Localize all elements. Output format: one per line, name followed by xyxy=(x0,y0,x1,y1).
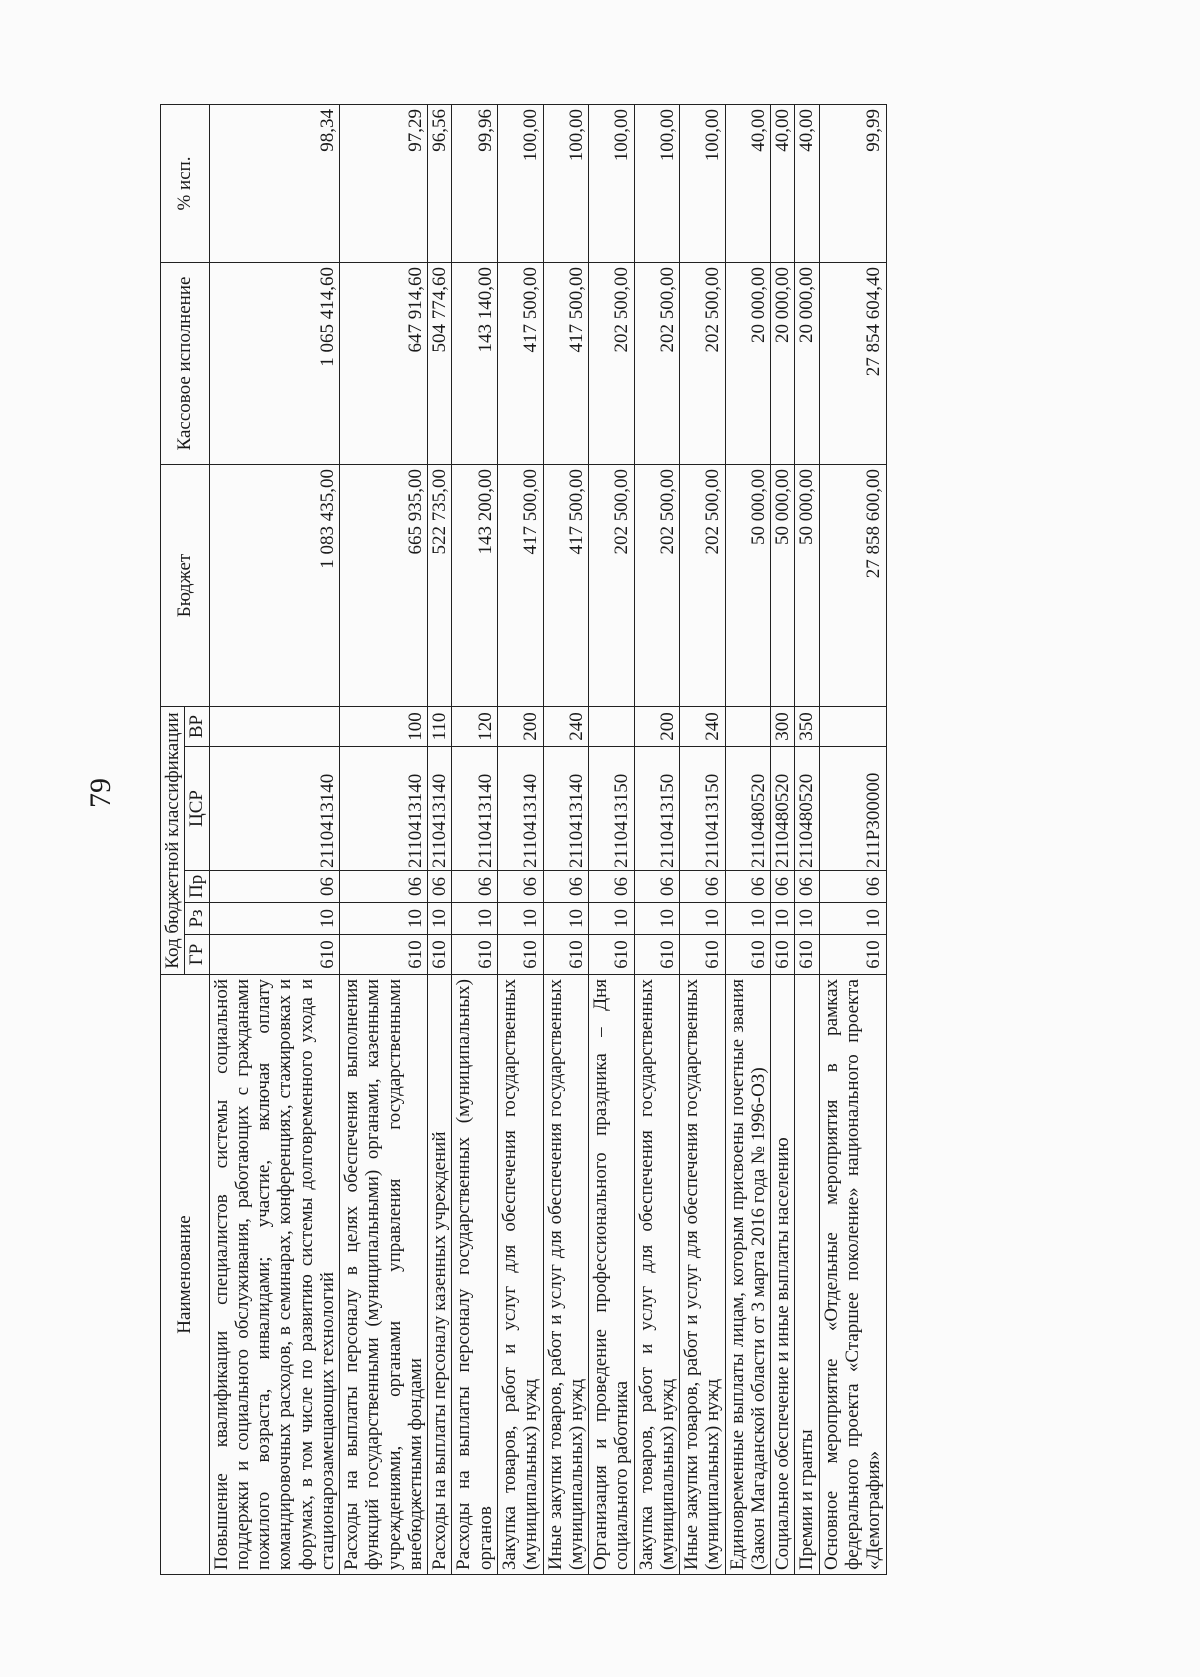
row-name: Единовременные выплаты лицам, которым присвоены почетные звания (Закон Магаданской области от 3 марта 2016 года № 1996-ОЗ) xyxy=(725,975,771,1575)
row-vr: 100 xyxy=(340,706,428,746)
row-pr: 06 xyxy=(209,871,340,903)
row-budget: 202 500,00 xyxy=(589,464,635,706)
row-gr: 610 xyxy=(340,935,428,975)
row-pr: 06 xyxy=(543,871,589,903)
row-budget: 202 500,00 xyxy=(680,464,726,706)
row-gr: 610 xyxy=(795,935,819,975)
row-cash: 143 140,00 xyxy=(452,262,498,464)
row-pr: 06 xyxy=(771,871,795,903)
row-gr: 610 xyxy=(589,935,635,975)
row-rz: 10 xyxy=(452,903,498,935)
row-pct: 96,56 xyxy=(428,104,452,262)
row-csr: 2110480520 xyxy=(771,747,795,871)
header-rz: Рз xyxy=(185,903,209,935)
row-cash: 27 854 604,40 xyxy=(819,262,886,464)
row-vr xyxy=(589,706,635,746)
row-rz: 10 xyxy=(819,903,886,935)
table-row xyxy=(209,104,340,1574)
row-pr: 06 xyxy=(680,871,726,903)
row-budget: 143 200,00 xyxy=(452,464,498,706)
row-pr: 06 xyxy=(725,871,771,903)
table-row xyxy=(543,104,589,1574)
row-rz: 10 xyxy=(589,903,635,935)
row-csr: 2110413150 xyxy=(634,747,680,871)
row-csr: 211P300000 xyxy=(819,747,886,871)
row-name: Иные закупки товаров, работ и услуг для обеспечения государственных (муниципальных) нужд xyxy=(543,975,589,1575)
row-cash: 202 500,00 xyxy=(634,262,680,464)
row-budget: 417 500,00 xyxy=(497,464,543,706)
header-csr: ЦСР xyxy=(185,747,209,871)
row-vr: 350 xyxy=(795,706,819,746)
row-gr: 610 xyxy=(543,935,589,975)
row-csr: 2110413140 xyxy=(497,747,543,871)
row-budget: 417 500,00 xyxy=(543,464,589,706)
table-row xyxy=(795,104,819,1574)
row-csr: 2110413140 xyxy=(543,747,589,871)
row-csr: 2110413140 xyxy=(428,747,452,871)
row-pct: 100,00 xyxy=(634,104,680,262)
row-rz: 10 xyxy=(428,903,452,935)
row-name: Премии и гранты xyxy=(795,975,819,1575)
row-cash: 20 000,00 xyxy=(725,262,771,464)
row-pct: 100,00 xyxy=(497,104,543,262)
row-budget: 27 858 600,00 xyxy=(819,464,886,706)
row-cash: 504 774,60 xyxy=(428,262,452,464)
row-budget: 665 935,00 xyxy=(340,464,428,706)
row-name: Расходы на выплаты персоналу казенных учреждений xyxy=(428,975,452,1575)
row-csr: 2110413140 xyxy=(340,747,428,871)
header-pr: Пр xyxy=(185,871,209,903)
row-rz: 10 xyxy=(209,903,340,935)
table-row xyxy=(452,104,498,1574)
header-cash: Кассовое исполнение xyxy=(161,262,210,464)
table-header xyxy=(161,104,210,1574)
row-name: Расходы на выплаты персоналу государственных (муниципальных) органов xyxy=(452,975,498,1575)
row-pct: 97,29 xyxy=(340,104,428,262)
table-row xyxy=(589,104,635,1574)
row-budget: 202 500,00 xyxy=(634,464,680,706)
row-cash: 417 500,00 xyxy=(543,262,589,464)
row-cash: 202 500,00 xyxy=(589,262,635,464)
row-name: Основное мероприятие «Отдельные мероприятия в рамках федерального проекта «Старшее поколение» национального проекта «Демография» xyxy=(819,975,886,1575)
row-name: Иные закупки товаров, работ и услуг для обеспечения государственных (муниципальных) нужд xyxy=(680,975,726,1575)
row-name: Повышение квалификации специалистов системы социальной поддержки и социального обслуживания, работающих с гражданами пожилого возраста, инвалидами; участие, включая оплату командировочных расходов, в семинарах, конференциях, стажировках и форумах, в том числе по развитию системы долговременного ухода и стационарозамещающих технологий xyxy=(209,975,340,1575)
row-pct: 100,00 xyxy=(589,104,635,262)
row-cash: 20 000,00 xyxy=(771,262,795,464)
row-vr: 200 xyxy=(497,706,543,746)
row-name: Закупка товаров, работ и услуг для обеспечения государственных (муниципальных) нужд xyxy=(634,975,680,1575)
row-rz: 10 xyxy=(634,903,680,935)
row-budget: 50 000,00 xyxy=(795,464,819,706)
row-gr: 610 xyxy=(680,935,726,975)
row-pct: 40,00 xyxy=(771,104,795,262)
row-pct: 99,99 xyxy=(819,104,886,262)
row-budget: 50 000,00 xyxy=(771,464,795,706)
row-pr: 06 xyxy=(795,871,819,903)
table-row xyxy=(497,104,543,1574)
row-rz: 10 xyxy=(795,903,819,935)
row-gr: 610 xyxy=(452,935,498,975)
row-vr: 300 xyxy=(771,706,795,746)
row-pr: 06 xyxy=(819,871,886,903)
header-vr: ВР xyxy=(185,706,209,746)
row-gr: 610 xyxy=(428,935,452,975)
table-row xyxy=(634,104,680,1574)
row-name: Расходы на выплаты персоналу в целях обеспечения выполнения функций государственными (муниципальными) органами, казенными учреждениями, органами управления государственными внебюджетными фондами xyxy=(340,975,428,1575)
row-csr: 2110413140 xyxy=(209,747,340,871)
row-pr: 06 xyxy=(452,871,498,903)
row-pr: 06 xyxy=(589,871,635,903)
row-vr: 240 xyxy=(680,706,726,746)
row-vr: 200 xyxy=(634,706,680,746)
row-rz: 10 xyxy=(771,903,795,935)
row-pct: 100,00 xyxy=(543,104,589,262)
budget-table-container xyxy=(160,105,887,1575)
row-gr: 610 xyxy=(771,935,795,975)
row-pct: 98,34 xyxy=(209,104,340,262)
table-row xyxy=(771,104,795,1574)
row-budget: 522 735,00 xyxy=(428,464,452,706)
row-budget: 50 000,00 xyxy=(725,464,771,706)
row-gr: 610 xyxy=(634,935,680,975)
row-cash: 647 914,60 xyxy=(340,262,428,464)
row-vr xyxy=(209,706,340,746)
row-pr: 06 xyxy=(634,871,680,903)
row-rz: 10 xyxy=(497,903,543,935)
row-csr: 2110413150 xyxy=(680,747,726,871)
header-gr: ГР xyxy=(185,935,209,975)
row-csr: 2110413140 xyxy=(452,747,498,871)
row-cash: 20 000,00 xyxy=(795,262,819,464)
row-cash: 1 065 414,60 xyxy=(209,262,340,464)
table-row xyxy=(725,104,771,1574)
row-gr: 610 xyxy=(209,935,340,975)
row-pr: 06 xyxy=(340,871,428,903)
row-rz: 10 xyxy=(725,903,771,935)
row-pct: 99,96 xyxy=(452,104,498,262)
table-row xyxy=(340,104,428,1574)
header-code-group: Код бюджетной классификации xyxy=(161,706,185,974)
header-pct: % исп. xyxy=(161,104,210,262)
row-csr: 2110480520 xyxy=(725,747,771,871)
row-csr: 2110413150 xyxy=(589,747,635,871)
row-gr: 610 xyxy=(725,935,771,975)
table-row xyxy=(428,104,452,1574)
row-rz: 10 xyxy=(543,903,589,935)
row-vr: 240 xyxy=(543,706,589,746)
row-vr xyxy=(725,706,771,746)
row-rz: 10 xyxy=(340,903,428,935)
row-pr: 06 xyxy=(497,871,543,903)
row-cash: 202 500,00 xyxy=(680,262,726,464)
header-budget: Бюджет xyxy=(161,464,210,706)
row-gr: 610 xyxy=(819,935,886,975)
row-gr: 610 xyxy=(497,935,543,975)
row-vr: 110 xyxy=(428,706,452,746)
row-cash: 417 500,00 xyxy=(497,262,543,464)
header-name: Наименование xyxy=(161,975,210,1575)
row-name: Организация и проведение профессионального праздника – Дня социального работника xyxy=(589,975,635,1575)
table-body xyxy=(209,104,886,1574)
budget-execution-table xyxy=(160,104,887,1575)
table-row xyxy=(680,104,726,1574)
row-rz: 10 xyxy=(680,903,726,935)
row-pct: 100,00 xyxy=(680,104,726,262)
page-number: 79 xyxy=(84,778,117,808)
table-row xyxy=(819,104,886,1574)
row-pct: 40,00 xyxy=(725,104,771,262)
row-csr: 2110480520 xyxy=(795,747,819,871)
row-pr: 06 xyxy=(428,871,452,903)
row-name: Социальное обеспечение и иные выплаты населению xyxy=(771,975,795,1575)
row-budget: 1 083 435,00 xyxy=(209,464,340,706)
row-vr xyxy=(819,706,886,746)
row-vr: 120 xyxy=(452,706,498,746)
row-name: Закупка товаров, работ и услуг для обеспечения государственных (муниципальных) нужд xyxy=(497,975,543,1575)
row-pct: 40,00 xyxy=(795,104,819,262)
